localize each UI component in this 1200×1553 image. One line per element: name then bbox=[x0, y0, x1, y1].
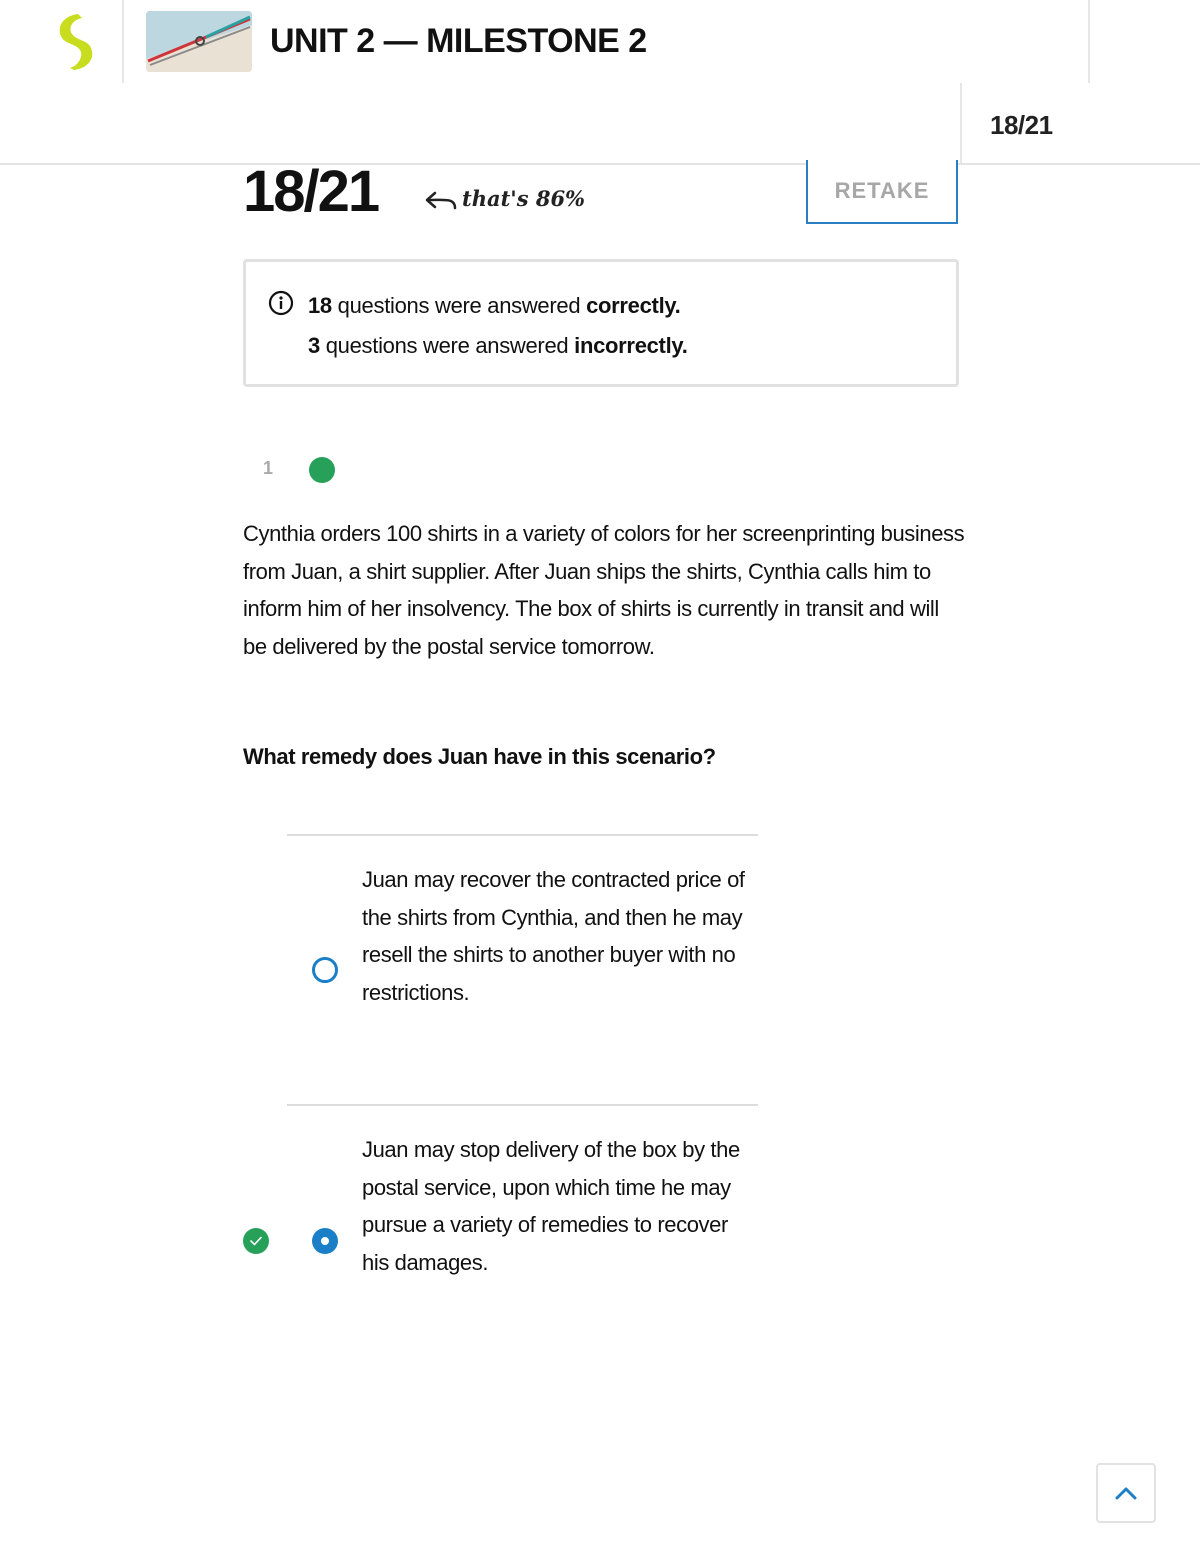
header-divider bbox=[1088, 0, 1090, 83]
curved-arrow-icon bbox=[423, 188, 457, 214]
info-icon bbox=[268, 290, 294, 316]
score-value: 18/21 bbox=[243, 159, 379, 224]
correct-text: questions were answered bbox=[331, 293, 587, 318]
correct-word: correctly. bbox=[586, 293, 681, 318]
question-text: Cynthia orders 100 shirts in a variety of colors for her screenprinting business from Juan, a shirt supplier. After Juan ships the shirts, Cynthia calls him to inform him of her insolvency. The box of shirts is currently in transit and will be delivered by the postal service tomorrow. bbox=[243, 521, 965, 660]
header-bottom-rule bbox=[0, 163, 1200, 165]
question-correct-status-icon bbox=[309, 457, 335, 483]
header-score: 18/21 bbox=[990, 110, 1053, 140]
retake-button[interactable]: RETAKE bbox=[806, 160, 958, 224]
question-prompt: What remedy does Juan have in this scenario? bbox=[243, 744, 716, 769]
option-radio[interactable] bbox=[312, 957, 338, 983]
question-number: 1 bbox=[263, 458, 274, 478]
summary-incorrect-line bbox=[308, 333, 688, 359]
summary-correct-line bbox=[308, 293, 681, 319]
correct-answer-check-icon bbox=[243, 1228, 269, 1254]
header-divider bbox=[122, 0, 124, 83]
incorrect-count: 3 bbox=[308, 333, 320, 358]
option-text[interactable]: Juan may stop delivery of the box by the postal service, upon which time he may pursue a variety of remedies to recover his damages. bbox=[362, 1137, 740, 1275]
sophia-logo-icon[interactable] bbox=[48, 10, 104, 74]
score-divider bbox=[960, 83, 962, 165]
incorrect-word: incorrectly. bbox=[574, 333, 688, 358]
option-divider bbox=[287, 834, 758, 836]
option-radio-selected[interactable] bbox=[312, 1228, 338, 1254]
chevron-up-icon bbox=[1114, 1485, 1138, 1501]
incorrect-text: questions were answered bbox=[319, 333, 575, 358]
percent-note: that's 86% bbox=[462, 186, 586, 211]
course-thumbnail-icon bbox=[146, 11, 252, 72]
page-title: UNIT 2 — MILESTONE 2 bbox=[270, 22, 647, 60]
scroll-to-top-button[interactable] bbox=[1096, 1463, 1156, 1523]
option-divider bbox=[287, 1104, 758, 1106]
option-text[interactable]: Juan may recover the contracted price of the shirts from Cynthia, and then he may resell the shirts to another buyer with no restrictions. bbox=[362, 867, 745, 1005]
results-summary bbox=[243, 259, 959, 387]
correct-count: 18 bbox=[308, 293, 332, 318]
